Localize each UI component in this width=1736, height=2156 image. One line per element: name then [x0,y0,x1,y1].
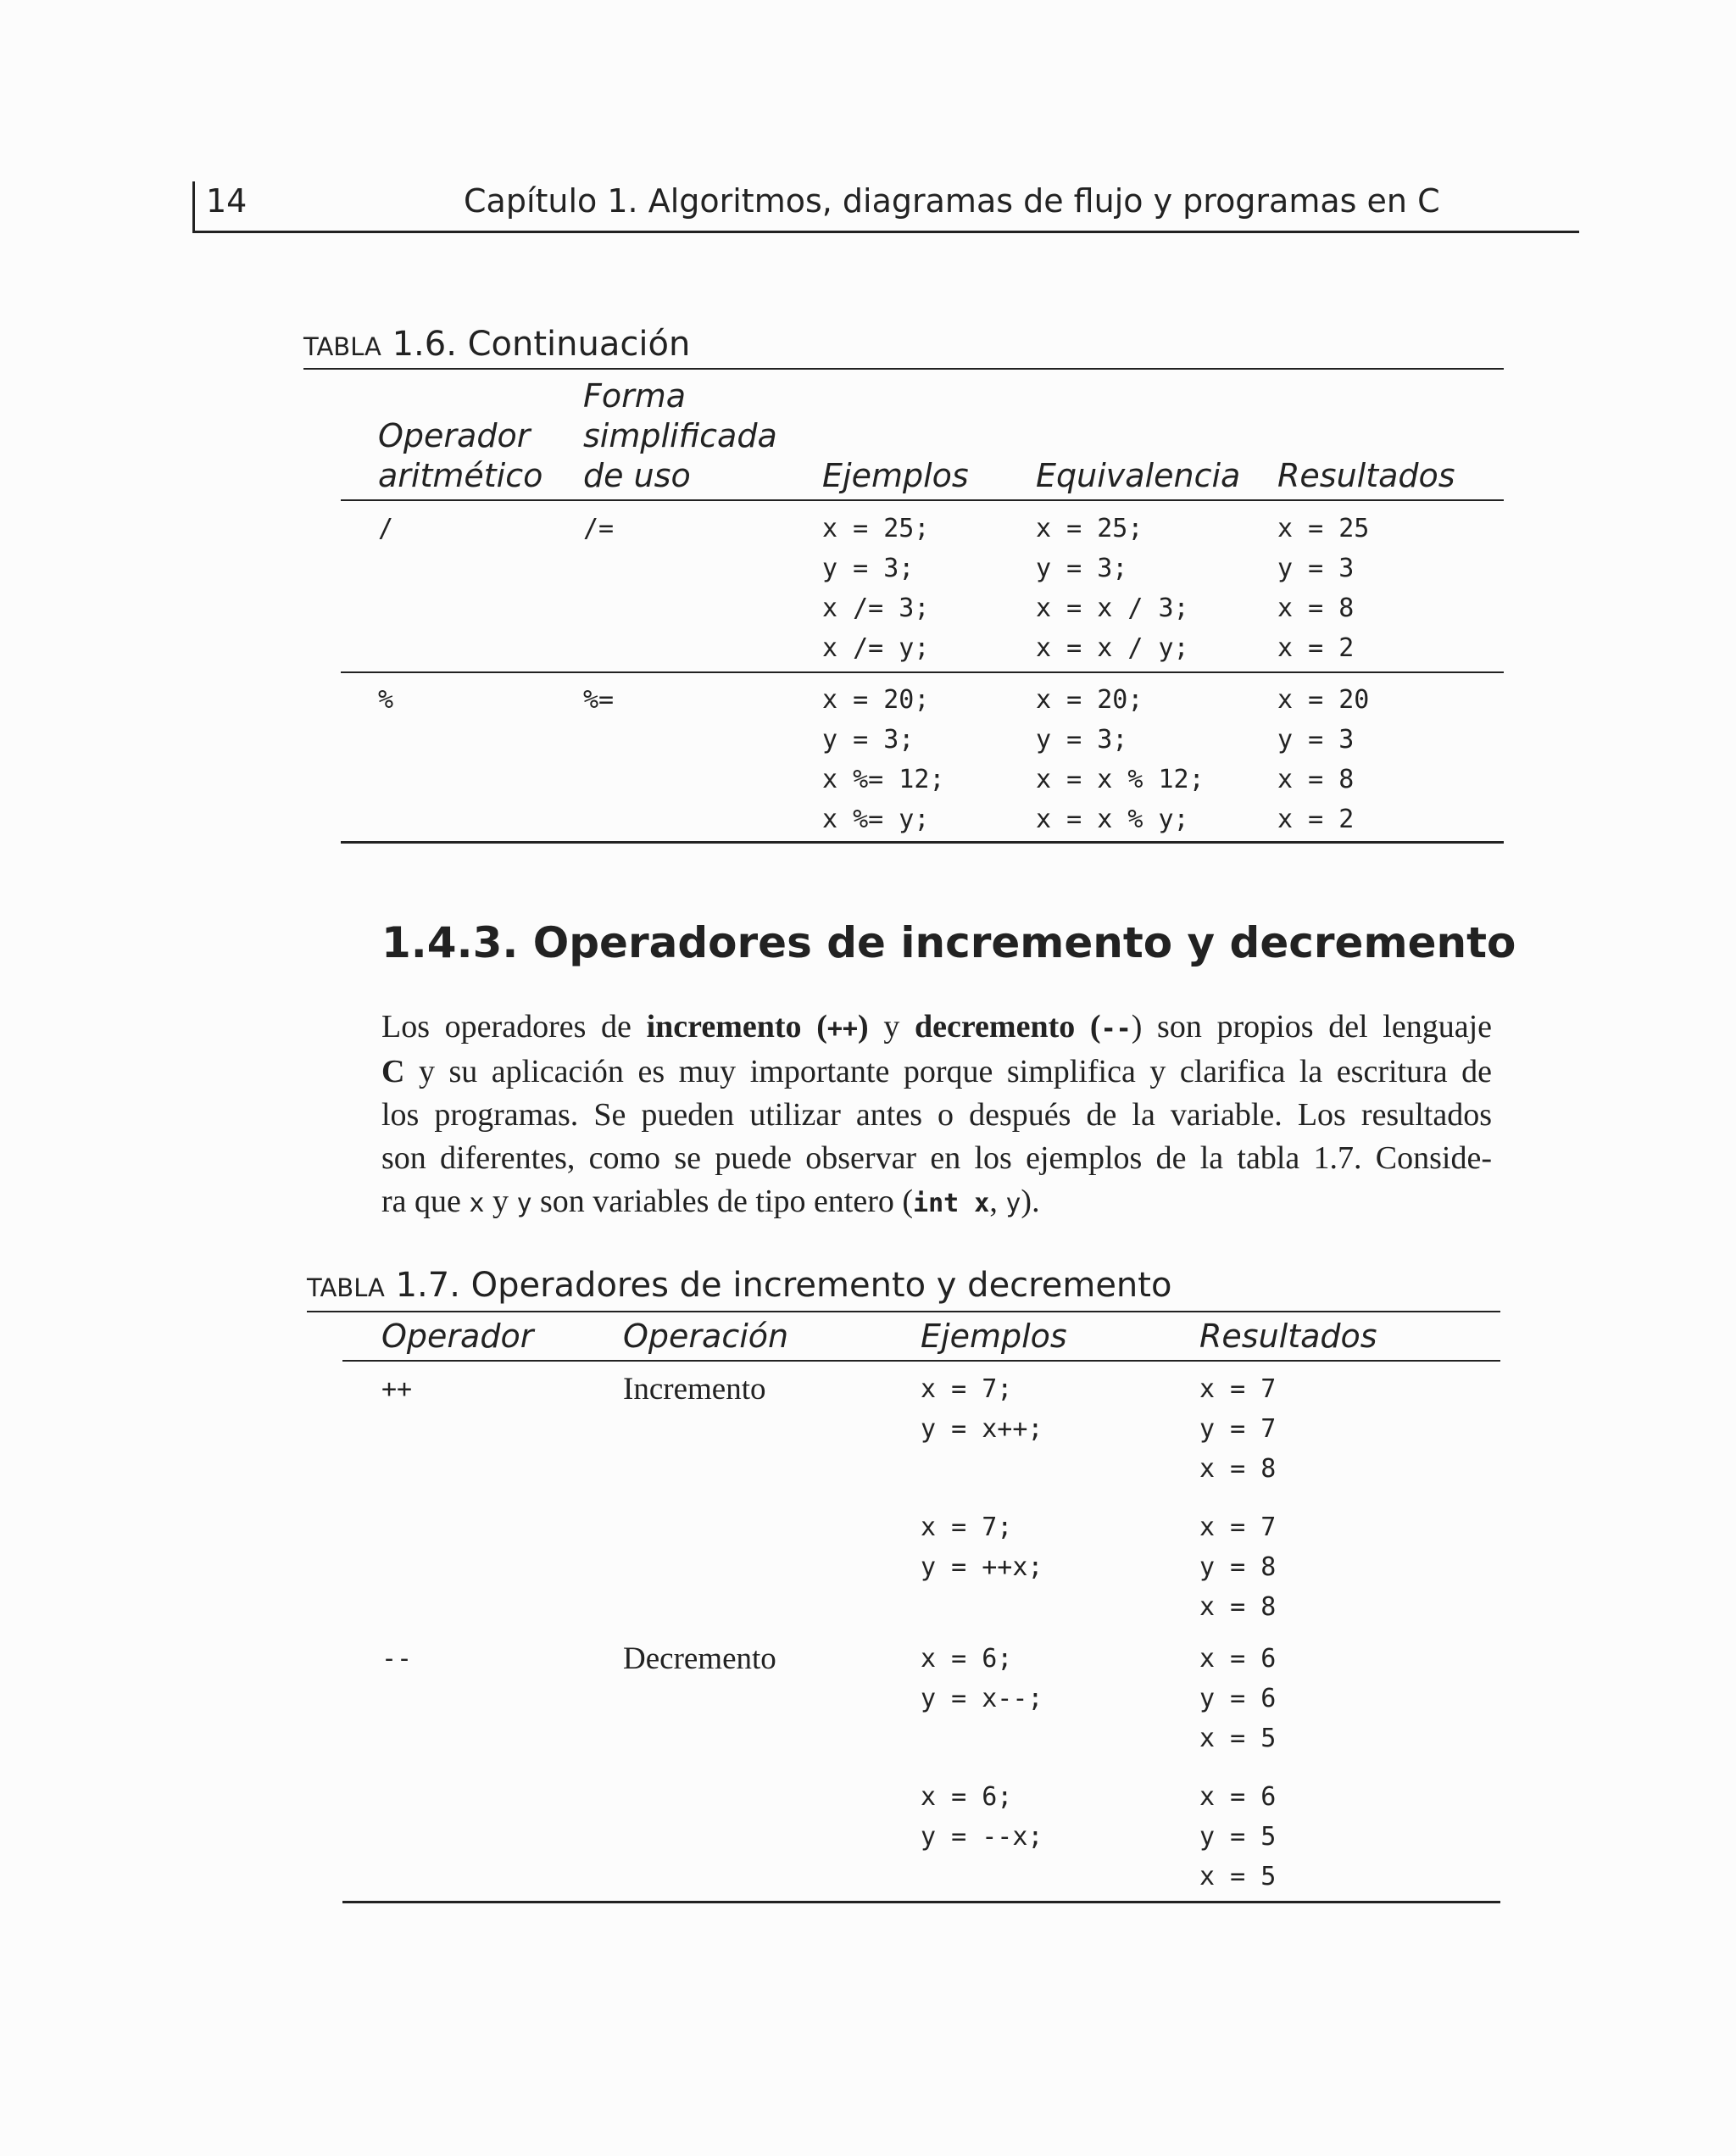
t16-result: y = 3 [1277,725,1355,755]
t17-result: x = 6 [1199,1782,1277,1812]
paragraph-line [381,1006,1492,1050]
t17-operator: ++ [381,1374,413,1404]
t16-example: x /= 3; [822,593,930,623]
t17-result: x = 5 [1199,1724,1277,1753]
section-paragraph [381,1006,1492,1225]
t16-header-resultados: Resultados [1277,457,1455,494]
t16-example: y = 3; [822,554,915,583]
t16-operator: % [378,685,394,715]
t17-example: y = x--; [921,1684,1043,1713]
text-run: ra que [381,1184,470,1219]
table-1-6-header-rule [341,499,1504,501]
text-run: son propios del lenguaje [1142,1009,1493,1045]
text-run: y su aplicación es muy importante porque simplifica y clarifica la escritura de [404,1054,1492,1089]
header-corner-rule [192,181,195,231]
code-run: ++ [826,1014,858,1044]
t17-result: x = 5 [1199,1862,1277,1891]
t16-example: x = 25; [822,514,930,543]
t16-result: x = 8 [1277,765,1355,794]
table-1-6-caption [303,322,690,369]
t17-header-operador: Operador [381,1318,534,1355]
t16-example: x = 20; [822,685,930,715]
t16-example: x %= 12; [822,765,945,794]
table-1-7-top-rule [307,1311,1500,1312]
table-1-7-header-rule [342,1360,1500,1362]
caption-prefix: TABLA [307,1273,385,1302]
bold-term [915,1009,1132,1045]
bold-term [647,1009,869,1045]
t17-operation: Decremento [623,1641,776,1676]
code-run: y [1005,1189,1021,1218]
t16-example: y = 3; [822,725,915,755]
text-run: Los operadores de [381,1009,647,1045]
t16-equivalence: x = x % 12; [1036,765,1205,794]
caption-prefix: TABLA [303,332,381,361]
t17-operator: -- [381,1644,413,1674]
text-run: ) [857,1009,869,1045]
text-run: , [989,1184,1006,1219]
table-1-6-group-rule [341,671,1504,673]
t17-header-ejemplos: Ejemplos [921,1318,1067,1355]
paragraph-line: son diferentes, como se puede observar en los ejemplos de la tabla 1.7. Conside- [381,1140,1492,1176]
t17-operation: Incremento [623,1372,766,1407]
t17-result: x = 8 [1199,1454,1277,1484]
page-number: 14 [206,182,248,220]
text-run: y [484,1184,517,1219]
t16-result: x = 20 [1277,685,1370,715]
t17-header-operacion: Operación [623,1318,789,1355]
t16-equivalence: x = x / 3; [1036,593,1189,623]
t16-header-ejemplos: Ejemplos [822,457,969,494]
paragraph-line [381,1050,1492,1094]
t16-example: x %= y; [822,805,930,834]
t16-equivalence: y = 3; [1036,554,1128,583]
text-run: ) [1131,1009,1143,1045]
t17-example: y = x++; [921,1414,1043,1444]
paragraph-line: los programas. Se pueden utilizar antes o después de la variable. Los resultados [381,1097,1492,1133]
t17-example: x = 7; [921,1513,1013,1542]
t16-result: y = 3 [1277,554,1355,583]
t17-result: y = 8 [1199,1552,1277,1582]
t17-result: x = 7 [1199,1374,1277,1404]
t16-header-forma: Forma [583,377,687,415]
t16-equivalence: x = x % y; [1036,805,1189,834]
running-head: Capítulo 1. Algoritmos, diagramas de flujo y programas en C [464,182,1440,220]
t16-equivalence: x = x / y; [1036,633,1189,663]
bold-term: C [381,1054,405,1089]
t16-header-de-uso: de uso [583,457,691,494]
t17-result: y = 7 [1199,1414,1277,1444]
t17-result: y = 6 [1199,1684,1277,1713]
t17-example: x = 6; [921,1644,1013,1674]
code-run: -- [1100,1014,1132,1044]
t17-example: x = 7; [921,1374,1013,1404]
t17-result: x = 6 [1199,1644,1277,1674]
t16-equivalence: x = 20; [1036,685,1143,715]
table-1-7-bottom-rule [342,1901,1500,1903]
caption-text: 1.6. Continuación [381,325,691,364]
t17-header-resultados: Resultados [1199,1318,1377,1355]
paragraph-line [381,1180,1492,1225]
t16-example: x /= y; [822,633,930,663]
t16-equivalence: y = 3; [1036,725,1128,755]
code-run: x [469,1189,485,1218]
t16-header-aritmetico: aritmético [378,457,543,494]
t16-operator: / [378,514,394,543]
code-run: int x [913,1189,990,1218]
text-run: y [868,1009,915,1045]
t16-result: x = 2 [1277,805,1355,834]
t17-result: x = 8 [1199,1592,1277,1622]
t16-short-form: /= [583,514,615,543]
t16-equivalence: x = 25; [1036,514,1143,543]
code-run: y [516,1189,532,1218]
t17-example: y = --x; [921,1822,1043,1852]
t17-result: x = 7 [1199,1513,1277,1542]
t16-result: x = 2 [1277,633,1355,663]
page-header [192,171,1579,233]
text-run: son variables de tipo entero ( [531,1184,914,1219]
t17-example: x = 6; [921,1782,1013,1812]
t17-result: y = 5 [1199,1822,1277,1852]
text-run: incremento ( [646,1009,827,1045]
t16-result: x = 25 [1277,514,1370,543]
text-run: decremento ( [915,1009,1101,1045]
t16-result: x = 8 [1277,593,1355,623]
t16-header-equivalencia: Equivalencia [1036,457,1241,494]
t16-short-form: %= [583,685,615,715]
text-run: ). [1021,1184,1040,1219]
caption-text: 1.7. Operadores de incremento y decremento [384,1266,1172,1305]
t16-header-operador: Operador [378,417,531,454]
table-1-6-bottom-rule [341,841,1504,844]
section-heading: 1.4.3. Operadores de incremento y decremento [381,918,1516,967]
table-1-6-top-rule [303,368,1504,370]
table-1-7-caption [307,1263,1171,1310]
t17-example: y = ++x; [921,1552,1043,1582]
t16-header-simplificada: simplificada [583,417,777,454]
